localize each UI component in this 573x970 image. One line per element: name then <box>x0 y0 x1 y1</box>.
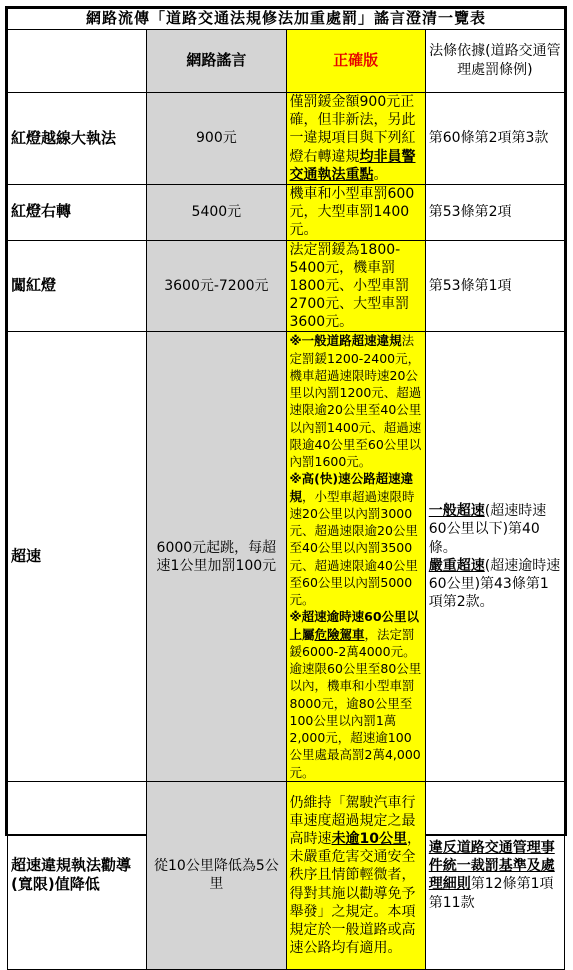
law-regulation-name: 違反道路交通管理事件統一裁罰基準及處理細則 <box>428 840 555 893</box>
row-item: 紅燈越線大執法 <box>8 93 147 185</box>
row-law: 第53條第1項 <box>425 240 564 332</box>
speeding-dangerous-text: ，法定罰鍰6000-2萬4000元。逾速限60公里至80公里以內，機車和小型車罰8000元，逾80公里至100公里以內罰1萬2,000元，超速逾100公里處最高罰2萬4,000元。 <box>289 626 422 780</box>
correct-text: 仍維持「駕駛汽車行車速度超過規定之最高時速 <box>289 794 416 847</box>
law-general-term: 一般超速 <box>428 503 485 520</box>
table-row <box>8 332 565 782</box>
row-item: 紅燈右轉 <box>8 184 147 240</box>
row-correct <box>286 93 425 185</box>
speeding-highway-text: ，小型車超過速限時速20公里以內罰3000元、超過速限逾20公里至40公里以內罰3500元、超過速限逾40公里至60公里以內罰5000元。 <box>289 488 418 608</box>
law-serious-text: (超速逾時速60公里)第43條第1項第2款。 <box>428 557 561 611</box>
row-rumor: 從10公里降低為5公里 <box>147 781 286 969</box>
row-correct: 機車和小型車罰600元，大型車罰1400元。 <box>286 184 425 240</box>
header-row <box>8 30 565 93</box>
correct-emphasis: 未逾10公里 <box>331 830 407 847</box>
speeding-highway-paragraph <box>290 470 422 608</box>
correct-end: ，未嚴重危害交通安全秩序且情節輕微者，得對其施以勸導免予舉發」之規定。本項規定於一般道路或高速公路均有適用。 <box>289 830 421 957</box>
table-title: 網路流傳「道路交通法規修法加重處罰」謠言澄清一覽表 <box>8 9 565 30</box>
row-law: 第53條第2項 <box>425 184 564 240</box>
correct-end: 。 <box>373 166 388 183</box>
row-rumor: 5400元 <box>147 184 286 240</box>
row-law <box>425 332 564 782</box>
law-regulation-article: 第12條第1項第11款 <box>428 876 554 911</box>
correct-text: 僅罰鍰金額900元正確，但非新法，另此一違規項目與下列紅燈右轉違規 <box>289 94 416 165</box>
rumor-clarification-table <box>5 6 567 957</box>
dangerous-driving-term: 危險駕車 <box>314 626 365 642</box>
row-item: 超速 <box>8 332 147 782</box>
law-general-text: (超速時速60公里以下)第40條。 <box>428 503 547 556</box>
speeding-general-lead: ※一般道路超速違規 <box>289 333 402 349</box>
row-rumor: 900元 <box>147 93 286 185</box>
table-row <box>8 781 565 969</box>
table-row <box>8 184 565 240</box>
row-law: 第60條第2項第3款 <box>425 93 564 185</box>
header-correct: 正確版 <box>286 30 425 93</box>
speeding-general-paragraph <box>290 332 422 470</box>
header-rumor: 網路謠言 <box>147 30 286 93</box>
row-law <box>425 781 564 969</box>
row-correct <box>286 781 425 969</box>
title-row <box>8 9 565 30</box>
header-item <box>8 30 147 93</box>
table-row <box>8 240 565 332</box>
table-row <box>8 93 565 185</box>
speeding-dangerous-lead: ※超速逾時速60公里以上屬 <box>289 609 420 642</box>
speeding-general-text: 法定罰鍰1200-2400元，機車超過速限時速20公里以內罰1200元、超過速限逾20公里至40公里以內罰1400元、超過速限逾40公里至60公里以內罰1600元。 <box>289 333 422 470</box>
row-correct <box>286 332 425 782</box>
law-serious-speeding <box>429 557 561 612</box>
law-serious-term: 嚴重超速 <box>428 557 485 574</box>
header-law: 法條依據(道路交通管理處罰條例) <box>425 30 564 93</box>
correct-emphasis: 均非員警交通執法重點 <box>289 148 416 183</box>
table <box>7 8 565 970</box>
row-item: 超速違規執法勸導(寬限)值降低 <box>8 781 147 969</box>
row-item: 闖紅燈 <box>8 240 147 332</box>
speeding-dangerous-paragraph <box>290 608 422 781</box>
row-rumor: 6000元起跳，每超速1公里加罰100元 <box>147 332 286 782</box>
speeding-highway-lead: ※高(快)速公路超速違規 <box>289 471 414 504</box>
row-rumor: 3600元-7200元 <box>147 240 286 332</box>
row-correct: 法定罰鍰為1800-5400元，機車罰1800元、小型車罰2700元、大型車罰3600元。 <box>286 240 425 332</box>
law-general-speeding <box>429 502 561 557</box>
